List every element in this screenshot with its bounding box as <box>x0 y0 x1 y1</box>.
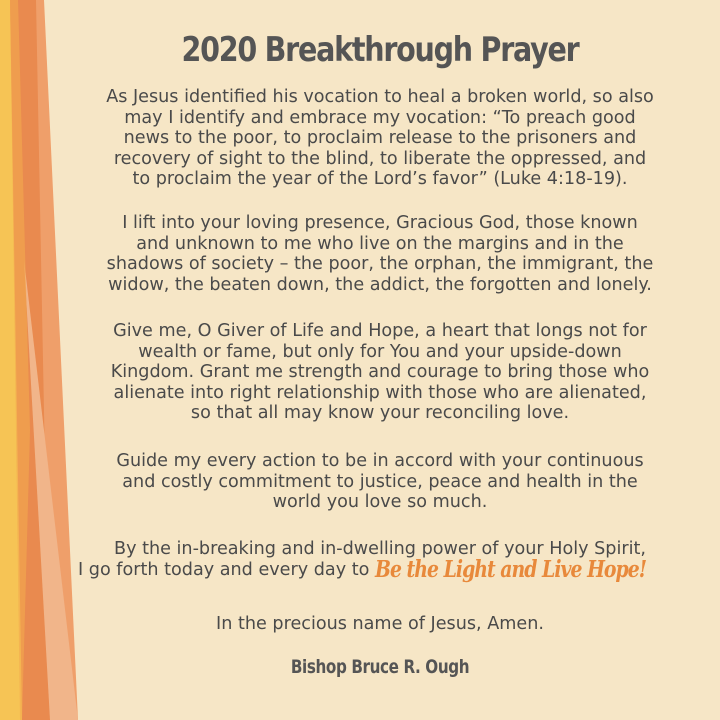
text-line: widow, the beaten down, the addict, the forgotten and lonely. <box>108 274 652 295</box>
text-line: shadows of society – the poor, the orphan, the immigrant, the <box>106 254 654 275</box>
text-line: may I identify and embrace my vocation: “To preach good <box>124 107 636 128</box>
text-line: world you love so much. <box>272 492 488 513</box>
text-line: Give me, O Giver of Life and Hope, a heart that longs not for <box>113 321 647 341</box>
paragraph-closing <box>78 539 682 583</box>
text-line: I lift into your loving presence, Gracious God, those known <box>122 213 638 233</box>
text-line: news to the poor, to proclaim release to the prisoners and <box>123 128 637 149</box>
closing-line <box>78 555 682 583</box>
text-line: to proclaim the year of the Lord’s favor” (Luke 4:18-19). <box>132 169 628 190</box>
text-line: recovery of sight to the blind, to liberate the oppressed, and <box>113 148 647 169</box>
paragraph-heart <box>78 321 682 424</box>
decorative-stripes <box>0 0 90 720</box>
paragraph-vocation <box>78 87 682 190</box>
page-title: 2020 Breakthrough Prayer <box>181 30 579 70</box>
text-line: and costly commitment to justice, peace and health in the <box>122 471 638 492</box>
text-line: so that all may know your reconciling love. <box>190 403 570 424</box>
text-line: Guide my every action to be in accord with your continuous <box>116 451 644 471</box>
prayer-card <box>78 0 682 720</box>
signature: Bishop Bruce R. Ough <box>290 656 470 678</box>
text-line: wealth or fame, but only for You and your upside-down <box>138 341 622 362</box>
text-line: alienate into right relationship with those who are alienated, <box>113 382 647 403</box>
highlight-slogan: Be the Light and Live Hope! <box>375 555 647 583</box>
text-line: I go forth today and every day to <box>78 559 370 580</box>
paragraph-margins <box>78 213 682 295</box>
text-line: and unknown to me who live on the margins and in the <box>136 233 624 254</box>
text-line: By the in-breaking and in-dwelling power of your Holy Spirit, <box>114 539 646 559</box>
amen-line: In the precious name of Jesus, Amen. <box>216 614 544 634</box>
text-line: Kingdom. Grant me strength and courage to bring those who <box>110 362 650 383</box>
paragraph-guide <box>78 451 682 513</box>
text-line: As Jesus identified his vocation to heal a broken world, so also <box>106 87 654 107</box>
